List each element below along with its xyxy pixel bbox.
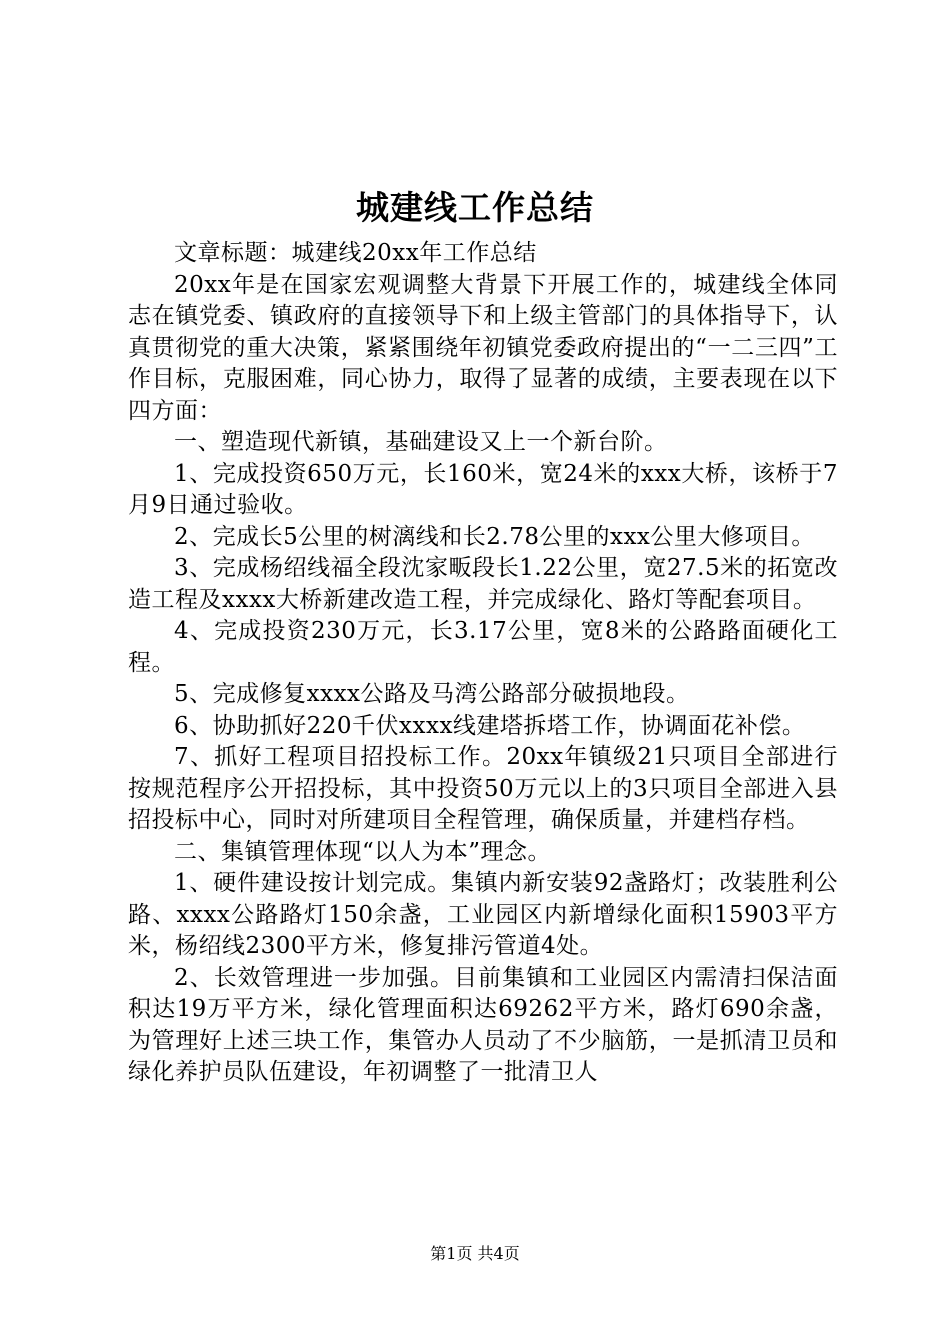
- list-item: 7、抓好工程项目招投标工作。20xx年镇级21只项目全部进行按规范程序公开招投标，其中投资50万元以上的3只项目全部进入县招投标中心，同时对所建项目全程管理，确保质量，并建档存档。: [128, 744, 838, 833]
- document-title: 城建线工作总结: [356, 188, 594, 227]
- list-item: 4、完成投资230万元，长3.17公里，宽8米的公路路面硬化工程。: [128, 618, 838, 676]
- list-item: 1、硬件建设按计划完成。集镇内新安装92盏路灯；改装胜利公路、xxxx公路路灯150余盏，工业园区内新增绿化面积15903平方米，杨绍线2300平方米，修复排污管道4处。: [128, 870, 838, 959]
- list-item: 2、完成长5公里的树漓线和长2.78公里的xxx公里大修项目。: [174, 523, 815, 550]
- list-item: 2、长效管理进一步加强。目前集镇和工业园区内需清扫保洁面积达19万平方米，绿化管理面积达69262平方米，路灯690余盏，为管理好上述三块工作，集管办人员动了不少脑筋，一是抓清卫员和绿化养护员队伍建设，年初调整了一批清卫人: [128, 964, 838, 1085]
- document-body: [128, 238, 838, 1089]
- paragraph-intro: 20xx年是在国家宏观调整大背景下开展工作的，城建线全体同志在镇党委、镇政府的直接领导下和上级主管部门的具体指导下，认真贯彻党的重大决策，紧紧围绕年初镇党委政府提出的“一二三四”工作目标，克服困难，同心协力，取得了显著的成绩，主要表现在以下四方面：: [128, 271, 838, 424]
- paragraph-article-title: 文章标题：城建线20xx年工作总结: [174, 240, 537, 266]
- page-number-footer: 第1页 共4页: [430, 1244, 520, 1263]
- list-item: 6、协助抓好220千伏xxxx线建塔拆塔工作，协调面花补偿。: [174, 712, 806, 739]
- section-heading-1: 一、塑造现代新镇，基础建设又上一个新台阶。: [174, 429, 668, 455]
- list-item: 5、完成修复xxxx公路及马湾公路部分破损地段。: [174, 681, 690, 707]
- list-item: 3、完成杨绍线福全段沈家畈段长1.22公里，宽27.5米的拓宽改造工程及xxxx大桥新建改造工程，并完成绿化、路灯等配套项目。: [128, 555, 838, 613]
- list-item: 1、完成投资650万元，长160米，宽24米的xxx大桥，该桥于7月9日通过验收。: [128, 460, 838, 518]
- section-heading-2: 二、集镇管理体现“以人为本”理念。: [174, 838, 552, 865]
